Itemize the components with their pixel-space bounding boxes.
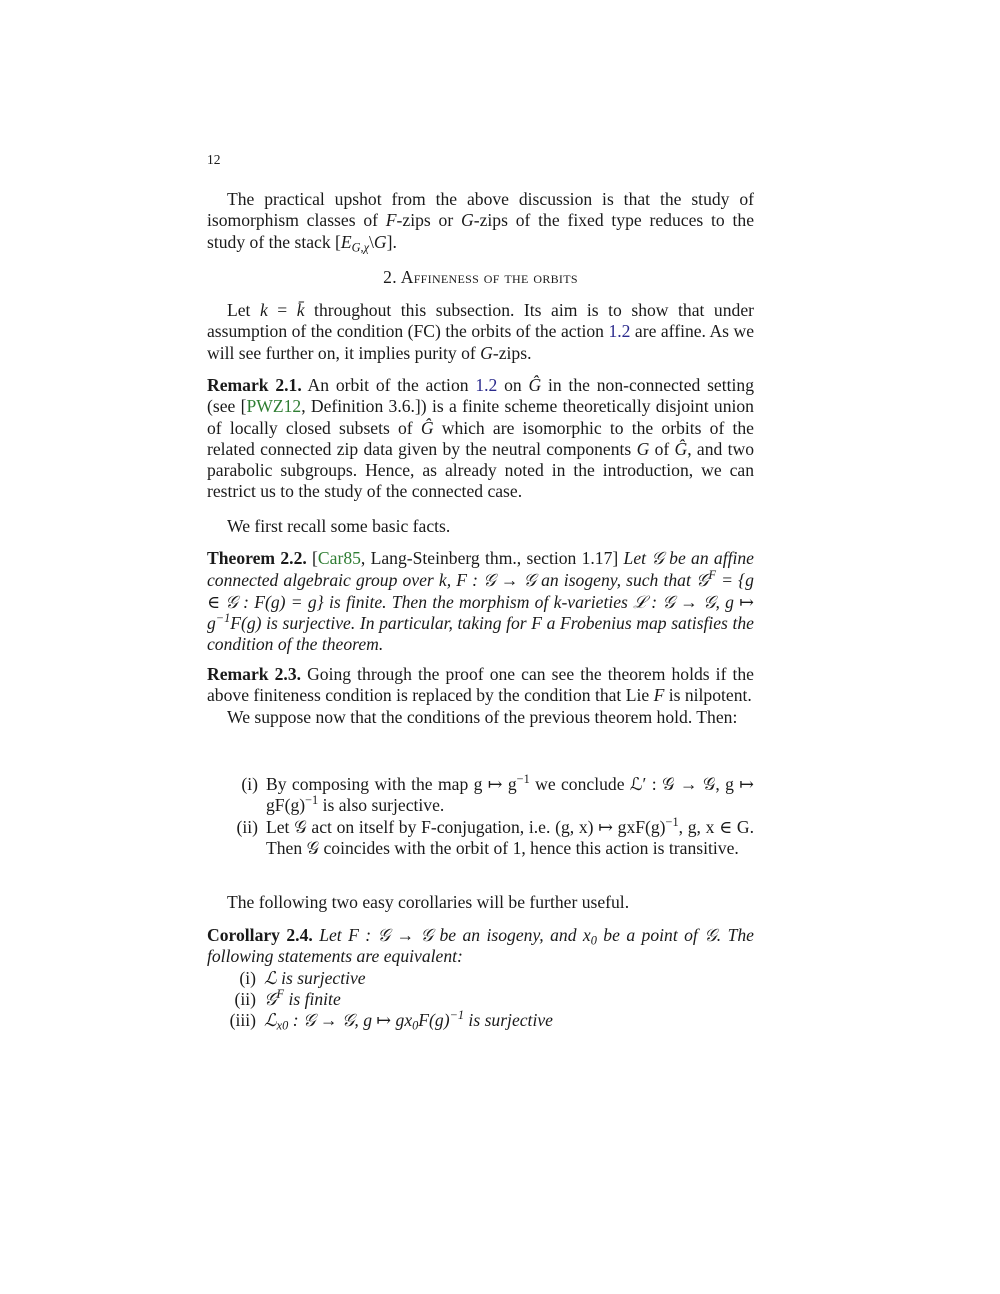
text: ℒ is surjective bbox=[264, 967, 366, 988]
math-G: G bbox=[480, 342, 493, 363]
list-item bbox=[207, 774, 754, 817]
math-superscript: −1 bbox=[516, 772, 530, 787]
text: is also surjective. bbox=[318, 795, 445, 816]
text: -zips or bbox=[396, 210, 461, 231]
math-subscript: 0 bbox=[590, 933, 597, 948]
text: is finite bbox=[284, 988, 341, 1009]
text: ]. bbox=[386, 231, 397, 252]
text: be an affine connected algebraic group over bbox=[207, 548, 754, 591]
section-heading bbox=[207, 267, 754, 288]
text: = {g ∈ 𝒢 : F(g) = g} is finite. Then the morphism of k-varieties ℒ : 𝒢 → 𝒢, g ↦ g bbox=[207, 570, 754, 633]
list-item bbox=[207, 814, 754, 860]
math-superscript: F bbox=[276, 987, 285, 1002]
math-Ghat: Ĝ bbox=[674, 438, 688, 459]
list-item bbox=[207, 968, 754, 989]
text: F(g) is surjective. In particular, taking for F a Frobenius map satisfies the condition of the theorem. bbox=[207, 612, 754, 655]
list-item bbox=[207, 989, 754, 1010]
math-subscript: G,χ bbox=[351, 240, 370, 255]
math-E: E bbox=[340, 231, 352, 252]
text: , and two parabolic subgroups. Hence, as already noted in the introduction, we can restrict us to the study of the connected case. bbox=[207, 438, 754, 502]
text: on bbox=[497, 375, 529, 395]
text: We first recall some basic facts. bbox=[227, 516, 451, 536]
text: Going through the proof one can see the theorem holds if the above finiteness condition is replaced by the condition that Lie bbox=[207, 664, 754, 706]
text: Let bbox=[227, 300, 260, 320]
paragraph-upshot bbox=[207, 189, 754, 253]
text: of bbox=[649, 438, 675, 459]
text: Let 𝒢 act on itself by F-conjugation, i.e. (g, x) ↦ gxF(g) bbox=[266, 816, 666, 837]
ref-link[interactable]: 1.2 bbox=[475, 375, 498, 395]
math-subscript: 0 bbox=[412, 1018, 419, 1033]
math-superscript: −1 bbox=[305, 793, 319, 808]
text: -zips of the fixed type reduces to the study of the stack [ bbox=[207, 210, 755, 252]
citation-link[interactable]: PWZ12 bbox=[246, 396, 302, 417]
math-subscript: x0 bbox=[276, 1018, 289, 1033]
section-title: Affineness of the orbits bbox=[400, 267, 578, 287]
text: , bbox=[446, 570, 457, 591]
remark-2-3 bbox=[207, 664, 754, 728]
theorem-label: Theorem 2.2. bbox=[207, 548, 307, 568]
list-label: (ii) bbox=[234, 988, 256, 1009]
text: is surjective bbox=[464, 1010, 553, 1031]
list-label: (ii) bbox=[236, 816, 258, 837]
text: The following two easy corollaries will be further useful. bbox=[227, 892, 630, 912]
math-F: F bbox=[653, 685, 665, 706]
paragraph-intro bbox=[207, 300, 754, 364]
list-label: (iii) bbox=[229, 1010, 256, 1031]
remark-label: Remark 2.1. bbox=[207, 375, 302, 395]
text: [ bbox=[306, 548, 318, 568]
remark-2-1 bbox=[207, 375, 754, 503]
corollary-label: Corollary 2.4. bbox=[207, 925, 313, 945]
ref-link[interactable]: 1.2 bbox=[608, 321, 631, 342]
math-k: k bbox=[259, 300, 268, 320]
math-G: G bbox=[636, 438, 650, 459]
text: \ bbox=[369, 231, 374, 252]
text: By composing with the map g ↦ g bbox=[266, 774, 517, 794]
math-superscript: −1 bbox=[449, 1008, 465, 1023]
text: in the non-connected setting (see [ bbox=[207, 375, 754, 417]
math-kbar: k̄ bbox=[296, 300, 305, 320]
text: ℒ bbox=[264, 1010, 277, 1031]
text: we conclude ℒ′ : 𝒢 → 𝒢, g ↦ gF(g) bbox=[266, 774, 754, 816]
citation-link[interactable]: Car85 bbox=[317, 548, 361, 568]
list-item bbox=[207, 1010, 754, 1031]
text: throughout this subsection. Its aim is to show that under assumption of the condition (FC) the orbits of the action bbox=[207, 300, 754, 342]
text: An orbit of the action bbox=[301, 375, 476, 395]
text: , g, x ∈ G. Then 𝒢 coincides with the orbit of 1, hence this action is transitive. bbox=[266, 816, 754, 858]
math-G: G bbox=[373, 231, 387, 252]
text: be a point of 𝒢. The following statements are equivalent: bbox=[207, 925, 754, 967]
paragraph-recall bbox=[207, 516, 754, 537]
math-F: F bbox=[385, 210, 397, 231]
math-calG: 𝒢 bbox=[651, 549, 664, 569]
list-label: (i) bbox=[241, 774, 258, 794]
math-superscript: −1 bbox=[665, 814, 679, 829]
text: is nilpotent. bbox=[664, 685, 752, 706]
math-G: G bbox=[461, 210, 474, 231]
text: = bbox=[267, 300, 297, 320]
theorem-2-2 bbox=[207, 548, 754, 655]
text: The practical upshot from the above discussion is that the study of isomorphism classes of bbox=[207, 189, 754, 231]
text: 𝒢 bbox=[264, 988, 277, 1009]
list-label: (i) bbox=[239, 967, 256, 988]
math-Ghat: Ĝ bbox=[420, 417, 434, 438]
section-number: 2. bbox=[383, 267, 397, 287]
text: : 𝒢 → 𝒢, g ↦ gx bbox=[288, 1010, 413, 1031]
text: Let bbox=[623, 548, 652, 568]
paragraph-following bbox=[207, 892, 754, 913]
text: Let F : 𝒢 → 𝒢 be an isogeny, and x bbox=[312, 925, 591, 945]
math-Ghat: Ĝ bbox=[528, 375, 542, 395]
list-consequences bbox=[207, 774, 754, 859]
math-k: k bbox=[438, 570, 447, 591]
text: -zips. bbox=[492, 342, 532, 363]
text: , Definition 3.6.]) is a finite scheme theoretically disjoint union of locally closed subsets of bbox=[207, 396, 754, 438]
text: F(g) bbox=[418, 1010, 450, 1031]
math-superscript: −1 bbox=[215, 611, 231, 626]
remark-label: Remark 2.3. bbox=[207, 664, 302, 684]
math-F: F bbox=[456, 570, 467, 591]
corollary-2-4 bbox=[207, 925, 754, 1031]
paragraph-suppose: We suppose now that the conditions of the previous theorem hold. Then: bbox=[227, 706, 738, 727]
text: , Lang-Steinberg thm., section 1.17] bbox=[360, 548, 624, 568]
page-number: 12 bbox=[207, 152, 221, 167]
text: are affine. As we will see further on, it implies purity of bbox=[207, 321, 754, 363]
math-superscript: F bbox=[708, 568, 717, 583]
text: which are isomorphic to the orbits of the related connected zip data given by the neutral components bbox=[207, 417, 754, 459]
text: : 𝒢 → 𝒢 an isogeny, such that 𝒢 bbox=[466, 570, 709, 591]
